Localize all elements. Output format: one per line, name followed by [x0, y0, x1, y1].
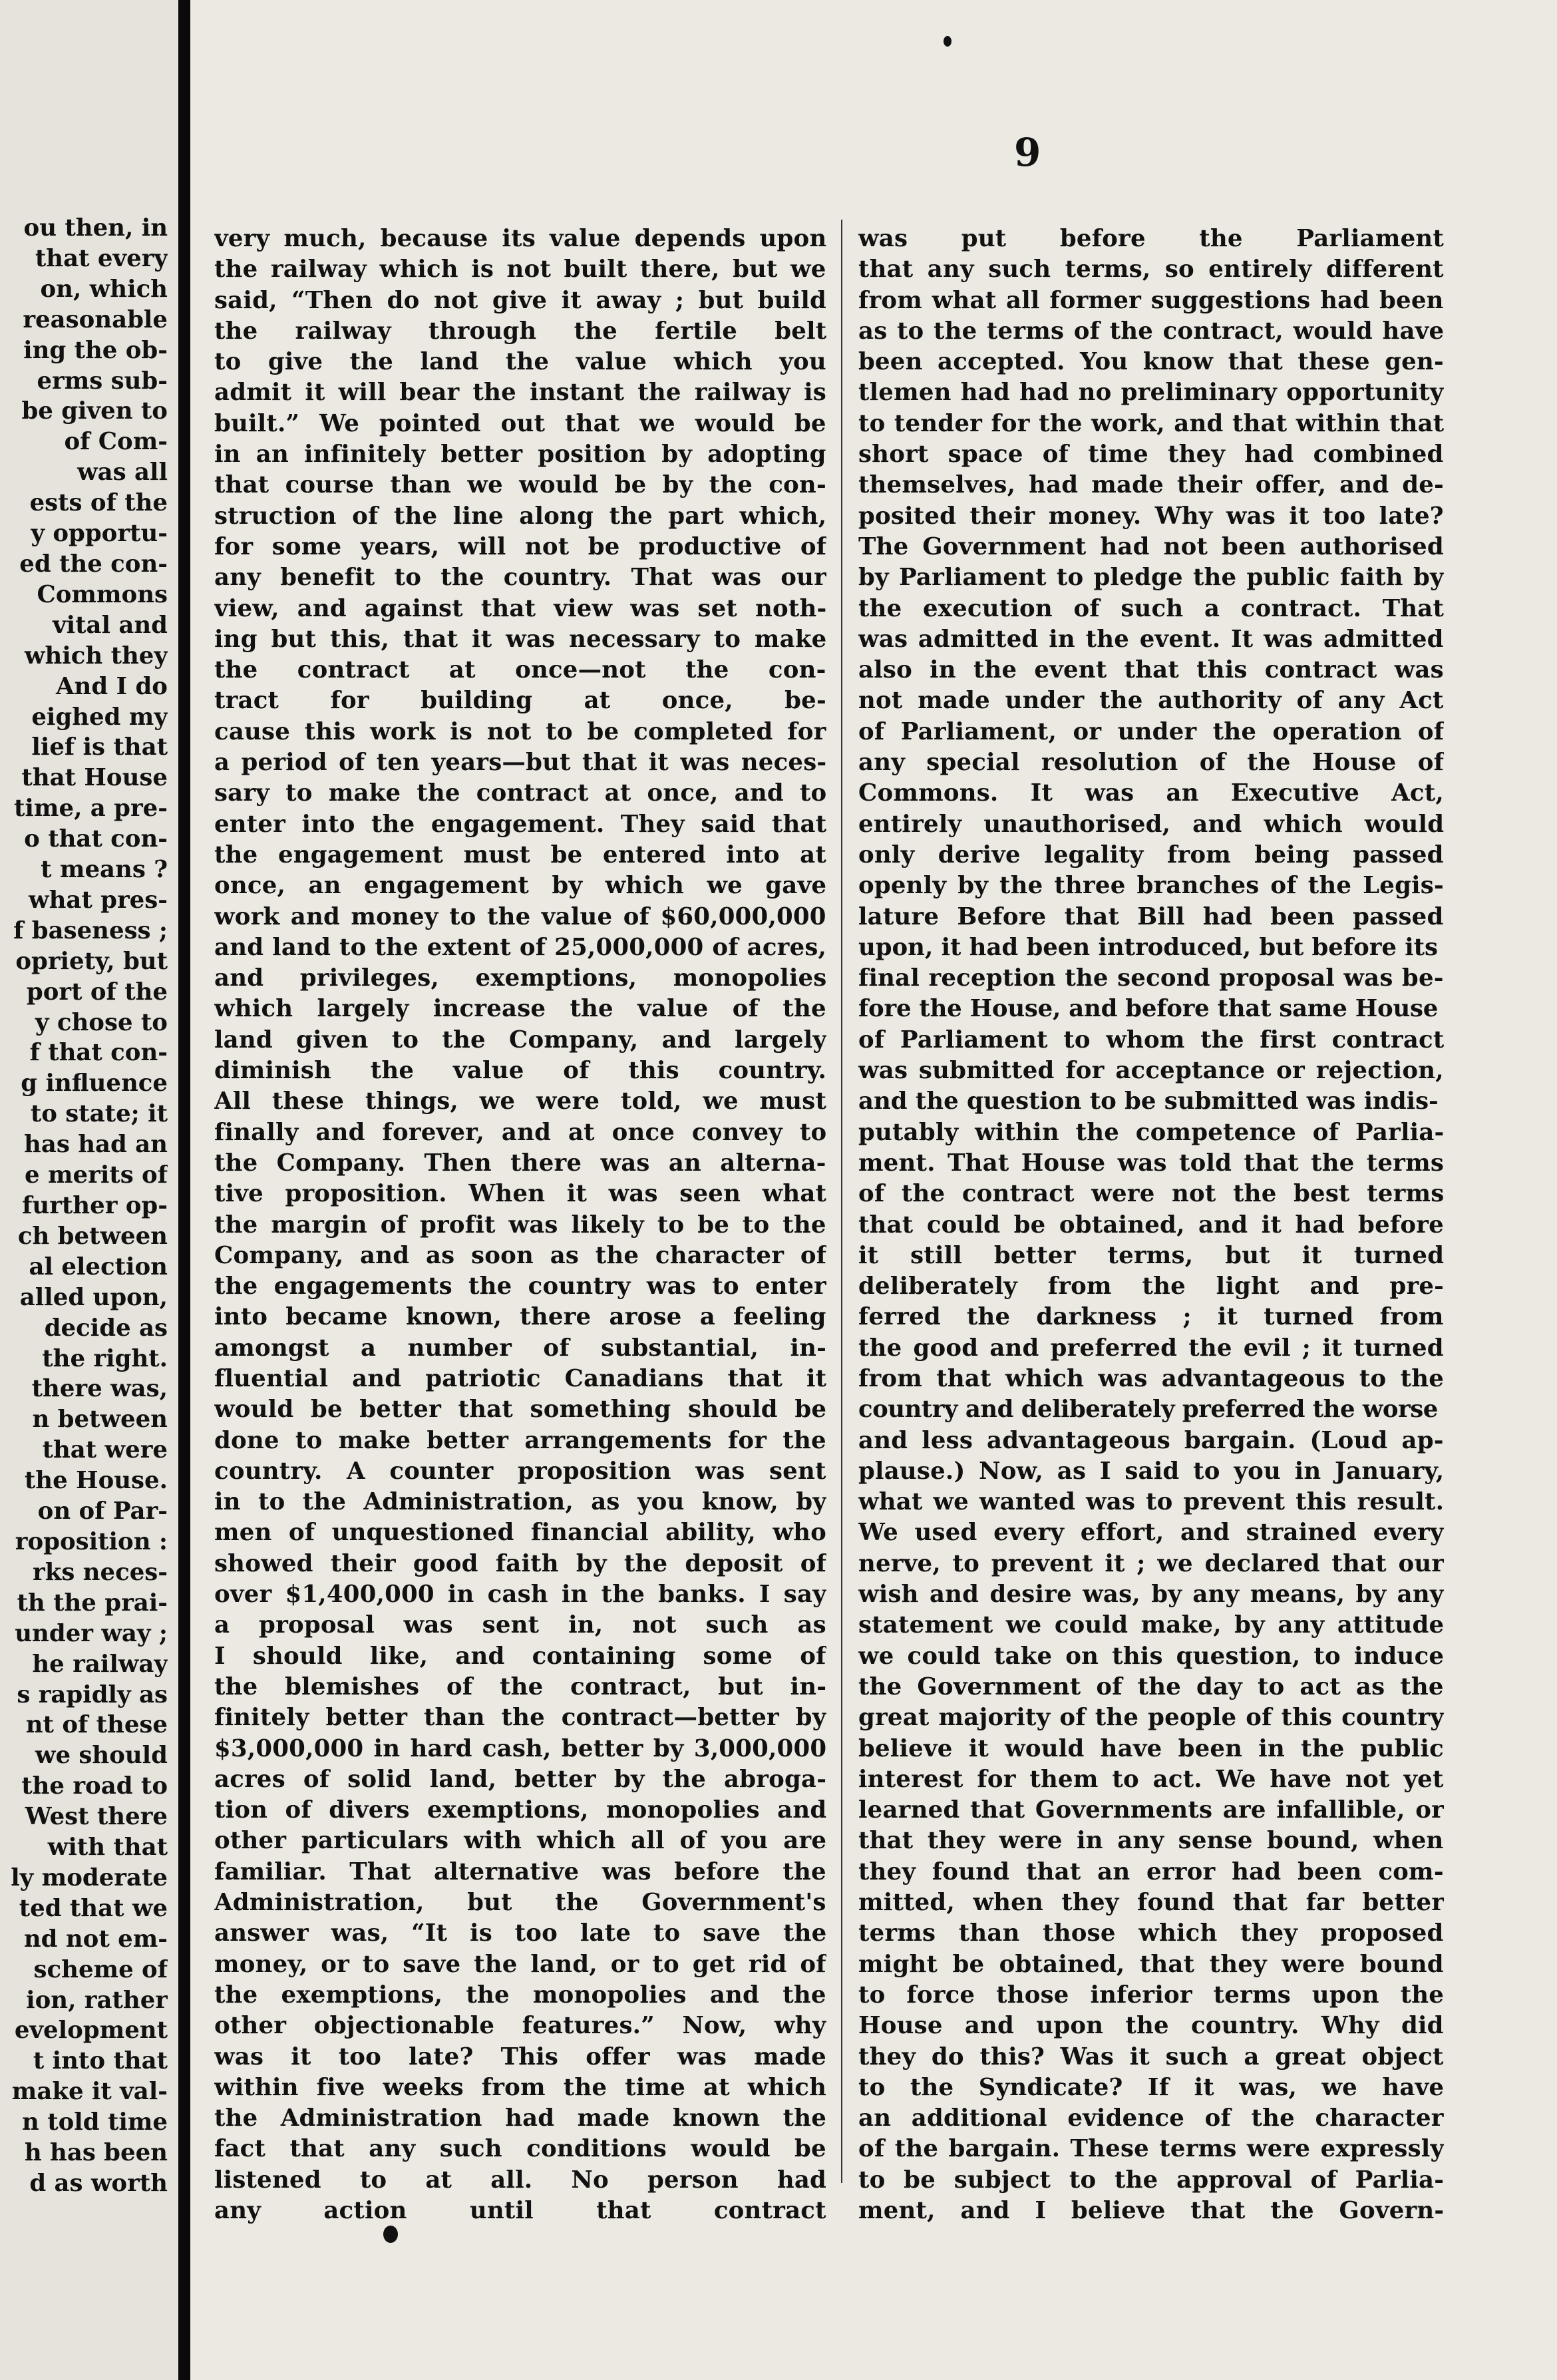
- fragment-line: n between: [32, 1406, 168, 1434]
- text-line: the Company. Then there was an alterna-: [214, 1149, 826, 1177]
- text-line: other objectionable features.” Now, why: [214, 2012, 826, 2040]
- fragment-line: with that: [47, 1834, 168, 1862]
- text-line: tract for building at once, be-: [214, 687, 826, 715]
- text-line: answer was, “It is too late to save the: [214, 1919, 826, 1947]
- fragment-line: ly moderate: [11, 1864, 168, 1891]
- fragment-line: ing the ob-: [23, 336, 168, 364]
- text-line: and the question to be submitted was indis-: [858, 1088, 1439, 1115]
- fragment-line: y chose to: [35, 1008, 168, 1036]
- text-line: amongst a number of substantial, in-: [214, 1334, 826, 1362]
- fragment-line: f baseness ;: [13, 916, 168, 944]
- text-line: work and money to the value of $60,000,000: [214, 902, 826, 930]
- text-line: lature Before that Bill had been passed: [858, 902, 1444, 930]
- fragment-line: make it val-: [11, 2078, 168, 2106]
- text-line: over $1,400,000 in cash in the banks. I say: [214, 1581, 826, 1609]
- fragment-line: th the prai-: [17, 1589, 168, 1617]
- text-line: the Administration had made known the: [214, 2104, 826, 2132]
- text-line: terms than those which they proposed: [858, 1919, 1444, 1947]
- text-line: a period of ten years—but that it was neces-: [214, 749, 826, 777]
- text-line: wish and desire was, by any means, by any: [858, 1581, 1444, 1609]
- text-line: from what all former suggestions had been: [858, 286, 1444, 314]
- text-line: built.” We pointed out that we would be: [214, 409, 826, 437]
- text-line: openly by the three branches of the Legis-: [858, 872, 1444, 900]
- fragment-line: we should: [35, 1742, 168, 1770]
- text-line: the railway which is not built there, but we: [214, 256, 826, 284]
- ink-blot-top: [944, 36, 952, 47]
- text-line: sary to make the contract at once, and to: [214, 779, 826, 807]
- text-line: done to make better arrangements for the: [214, 1426, 826, 1454]
- fragment-line: eighed my: [31, 703, 168, 731]
- text-line: familiar. That alternative was before the: [214, 1858, 826, 1885]
- fragment-line: And I do: [55, 672, 168, 700]
- fragment-line: t means ?: [41, 856, 168, 884]
- text-line: was admitted in the event. It was admitted: [858, 625, 1444, 653]
- text-line: statement we could make, by any attitude: [858, 1611, 1444, 1639]
- text-line: plause.) Now, as I said to you in January,: [858, 1457, 1444, 1485]
- text-line: nerve, to prevent it ; we declared that our: [858, 1549, 1444, 1577]
- fragment-line: o that con-: [24, 825, 168, 853]
- text-line: Company, and as soon as the character of: [214, 1241, 826, 1269]
- text-line: struction of the line along the part which,: [214, 502, 826, 530]
- text-line: would be better that something should be: [214, 1396, 826, 1424]
- text-line: to force those inferior terms upon the: [858, 1981, 1444, 2009]
- fragment-line: what pres-: [29, 886, 168, 914]
- text-line: which largely increase the value of the: [214, 995, 826, 1023]
- column-divider: [841, 220, 842, 2183]
- text-line: ing but this, that it was necessary to make: [214, 625, 826, 653]
- fragment-line: that were: [42, 1436, 168, 1464]
- text-line: in an infinitely better position by adopting: [214, 441, 826, 469]
- text-line: ment. That House was told that the terms: [858, 1149, 1444, 1177]
- text-line: tive proposition. When it was seen what: [214, 1180, 826, 1208]
- text-line: acres of solid land, better by the abroga-: [214, 1765, 826, 1793]
- text-line: House and upon the country. Why did: [858, 2012, 1444, 2040]
- text-line: mitted, when they found that far better: [858, 1889, 1444, 1917]
- text-line: learned that Governments are infallible, or: [858, 1796, 1444, 1824]
- text-line: great majority of the people of this country: [858, 1704, 1444, 1732]
- text-line: what we wanted was to prevent this result.: [858, 1488, 1444, 1516]
- fragment-line: rks neces-: [33, 1558, 168, 1586]
- fragment-line: vital and: [53, 611, 168, 639]
- fragment-line: ed the con-: [19, 550, 168, 578]
- text-line: been accepted. You know that these gen-: [858, 348, 1444, 376]
- text-line: only derive legality from being passed: [858, 841, 1444, 869]
- text-line: land given to the Company, and largely: [214, 1026, 826, 1054]
- fragment-line: g influence: [21, 1070, 168, 1097]
- previous-page-fragment: [0, 0, 178, 2380]
- fragment-line: West there: [25, 1803, 168, 1831]
- fragment-line: that every: [35, 244, 168, 272]
- text-line: that they were in any sense bound, when: [858, 1827, 1444, 1855]
- text-line: admit it will bear the instant the railway is: [214, 379, 826, 407]
- text-line: the railway through the fertile belt: [214, 317, 826, 345]
- text-line: within five weeks from the time at which: [214, 2073, 826, 2101]
- text-line: tion of divers exemptions, monopolies and: [214, 1796, 826, 1824]
- fragment-line: the right.: [42, 1344, 168, 1372]
- text-line: any special resolution of the House of: [858, 749, 1444, 777]
- text-line: an additional evidence of the character: [858, 2104, 1444, 2132]
- text-line: men of unquestioned financial ability, who: [214, 1519, 826, 1547]
- text-line: view, and against that view was set noth-: [214, 594, 826, 622]
- text-line: The Government had not been authorised: [858, 532, 1444, 560]
- fragment-line: ch between: [17, 1222, 168, 1250]
- fragment-line: he railway: [32, 1650, 168, 1678]
- text-line: All these things, we were told, we must: [214, 1088, 826, 1115]
- text-line: putably within the competence of Parlia-: [858, 1118, 1444, 1146]
- text-line: themselves, had made their offer, and de-: [858, 471, 1444, 499]
- text-line: we could take on this question, to induce: [858, 1642, 1444, 1670]
- fragment-line: which they: [24, 642, 168, 670]
- text-line: country and deliberately preferred the worse: [858, 1396, 1438, 1424]
- fragment-line: e merits of: [25, 1161, 168, 1189]
- text-line: We used every effort, and strained every: [858, 1519, 1444, 1547]
- text-line: ment, and I believe that the Govern-: [858, 2197, 1444, 2224]
- text-line: other particulars with which all of you are: [214, 1827, 826, 1855]
- text-line: not made under the authority of any Act: [858, 687, 1444, 715]
- text-line: as to the terms of the contract, would have: [858, 317, 1444, 345]
- text-line: the contract at once—not the con-: [214, 656, 826, 684]
- text-line: the Government of the day to act as the: [858, 1673, 1444, 1700]
- text-line: and land to the extent of 25,000,000 of acres,: [214, 933, 826, 961]
- text-line: they do this? Was it such a great object: [858, 2043, 1444, 2071]
- text-line: I should like, and containing some of: [214, 1642, 826, 1670]
- fragment-line: d as worth: [29, 2170, 168, 2197]
- text-line: of the contract were not the best terms: [858, 1180, 1444, 1208]
- text-line: and privileges, exemptions, monopolies: [214, 964, 826, 992]
- text-line: short space of time they had combined: [858, 441, 1444, 469]
- text-line: Commons. It was an Executive Act,: [858, 779, 1444, 807]
- text-line: from that which was advantageous to the: [858, 1364, 1444, 1392]
- fragment-line: under way ;: [15, 1619, 168, 1647]
- text-line: upon, it had been introduced, but before its: [858, 933, 1438, 961]
- text-line: for some years, will not be productive of: [214, 532, 826, 560]
- text-line: any benefit to the country. That was our: [214, 564, 826, 592]
- text-line: ferred the darkness ; it turned from: [858, 1303, 1444, 1331]
- text-line: was put before the Parliament: [858, 225, 1444, 252]
- text-line: any action until that contract: [214, 2197, 826, 2224]
- text-line: posited their money. Why was it too late?: [858, 502, 1444, 530]
- text-line: country. A counter proposition was sent: [214, 1457, 826, 1485]
- text-line: Administration, but the Government's: [214, 1889, 826, 1917]
- text-line: by Parliament to pledge the public faith by: [858, 564, 1444, 592]
- text-line: very much, because its value depends upon: [214, 225, 826, 252]
- fragment-line: scheme of: [33, 1955, 168, 1983]
- fragment-line: to state; it: [30, 1100, 168, 1128]
- text-line: to be subject to the approval of Parlia-: [858, 2166, 1444, 2194]
- fragment-line: on of Par-: [37, 1497, 168, 1525]
- text-line: enter into the engagement. They said that: [214, 810, 826, 838]
- text-line: final reception the second proposal was be-: [858, 964, 1444, 992]
- fragment-line: f that con-: [29, 1039, 168, 1067]
- text-line: finitely better than the contract—better by: [214, 1704, 826, 1732]
- text-line: entirely unauthorised, and which would: [858, 810, 1444, 838]
- fragment-line: reasonable: [23, 305, 168, 333]
- text-line: of the bargain. These terms were expressly: [858, 2135, 1444, 2163]
- fragment-line: y opportu-: [31, 520, 168, 548]
- fragment-line: decide as: [44, 1314, 168, 1342]
- text-line: might be obtained, that they were bound: [858, 1950, 1444, 1978]
- text-line: deliberately from the light and pre-: [858, 1273, 1444, 1300]
- text-line: was it too late? This offer was made: [214, 2043, 826, 2071]
- text-line: listened to at all. No person had: [214, 2166, 826, 2194]
- text-line: the execution of such a contract. That: [858, 594, 1444, 622]
- text-line: fact that any such conditions would be: [214, 2135, 826, 2163]
- text-column-middle: [214, 224, 826, 2226]
- text-line: of Parliament, or under the operation of: [858, 717, 1444, 745]
- page-number: 9: [1014, 130, 1041, 175]
- fragment-line: n told time: [22, 2108, 168, 2136]
- fragment-line: on, which: [40, 275, 168, 303]
- text-line: to the Syndicate? If it was, we have: [858, 2073, 1444, 2101]
- fragment-line: ted that we: [19, 1894, 168, 1922]
- fragment-line: nt of these: [25, 1711, 168, 1739]
- fragment-line: roposition :: [15, 1527, 168, 1555]
- page-gutter: [178, 0, 190, 2380]
- text-line: to give the land the value which you: [214, 348, 826, 376]
- text-line: into became known, there arose a feeling: [214, 1303, 826, 1331]
- fragment-line: ou then, in: [23, 214, 168, 242]
- text-line: fluential and patriotic Canadians that it: [214, 1364, 826, 1392]
- fragment-line: erms sub-: [37, 367, 168, 395]
- text-line: that course than we would be by the con-: [214, 471, 826, 499]
- text-column-right: [858, 224, 1444, 2226]
- fragment-line: Commons: [37, 580, 168, 608]
- text-line: $3,000,000 in hard cash, better by 3,000,000: [214, 1734, 826, 1762]
- text-line: interest for them to act. We have not yet: [858, 1765, 1444, 1793]
- text-line: that any such terms, so entirely different: [858, 256, 1444, 284]
- fragment-line: the road to: [21, 1772, 168, 1800]
- fragment-line: evelopment: [14, 2017, 168, 2045]
- fragment-line: of Com-: [64, 428, 168, 456]
- text-line: and less advantageous bargain. (Loud ap-: [858, 1426, 1444, 1454]
- text-line: the margin of profit was likely to be to the: [214, 1211, 826, 1239]
- fragment-line: nd not em-: [23, 1925, 168, 1953]
- fragment-line: t into that: [33, 2047, 168, 2075]
- text-line: the engagement must be entered into at: [214, 841, 826, 869]
- text-line: also in the event that this contract was: [858, 656, 1444, 684]
- text-line: of Parliament to whom the first contract: [858, 1026, 1444, 1054]
- fragment-line: has had an: [24, 1131, 168, 1159]
- newspaper-page: [190, 0, 1557, 2380]
- text-line: to tender for the work, and that within that: [858, 409, 1444, 437]
- text-line: once, an engagement by which we gave: [214, 872, 826, 900]
- fragment-line: al election: [29, 1253, 168, 1281]
- fragment-line: port of the: [26, 978, 168, 1006]
- fragment-line: further op-: [22, 1192, 168, 1219]
- fragment-line: lief is that: [31, 733, 168, 761]
- fragment-line: h has been: [24, 2139, 168, 2167]
- text-line: diminish the value of this country.: [214, 1057, 826, 1085]
- text-line: tlemen had had no preliminary opportunity: [858, 379, 1444, 407]
- text-line: money, or to save the land, or to get rid of: [214, 1950, 826, 1978]
- fragment-line: alled upon,: [19, 1283, 168, 1311]
- text-line: the blemishes of the contract, but in-: [214, 1673, 826, 1700]
- text-line: they found that an error had been com-: [858, 1858, 1444, 1885]
- fragment-line: ests of the: [29, 489, 168, 517]
- text-line: showed their good faith by the deposit of: [214, 1549, 826, 1577]
- text-line: believe it would have been in the public: [858, 1734, 1444, 1762]
- text-line: the good and preferred the evil ; it turned: [858, 1334, 1444, 1362]
- fragment-line: be given to: [21, 397, 168, 425]
- fragment-line: there was,: [31, 1375, 168, 1403]
- text-line: the exemptions, the monopolies and the: [214, 1981, 826, 2009]
- text-line: the engagements the country was to enter: [214, 1273, 826, 1300]
- fragment-line: that House: [21, 764, 168, 792]
- text-line: was submitted for acceptance or rejection,: [858, 1057, 1444, 1085]
- ink-blot-bottom: [383, 2226, 398, 2243]
- text-line: fore the House, and before that same House: [858, 995, 1439, 1023]
- fragment-line: time, a pre-: [14, 795, 168, 823]
- text-line: a proposal was sent in, not such as: [214, 1611, 826, 1639]
- text-line: that could be obtained, and it had before: [858, 1211, 1444, 1239]
- text-line: it still better terms, but it turned: [858, 1241, 1444, 1269]
- fragment-line: s rapidly as: [17, 1681, 168, 1708]
- text-line: finally and forever, and at once convey to: [214, 1118, 826, 1146]
- fragment-line: opriety, but: [15, 947, 168, 975]
- fragment-line: the House.: [24, 1467, 168, 1495]
- fragment-line: was all: [77, 459, 168, 487]
- text-line: in to the Administration, as you know, by: [214, 1488, 826, 1516]
- fragment-line: ion, rather: [26, 1986, 168, 2014]
- previous-page-text-column: [1, 213, 168, 2199]
- text-line: cause this work is not to be completed for: [214, 717, 826, 745]
- text-line: said, “Then do not give it away ; but build: [214, 286, 826, 314]
